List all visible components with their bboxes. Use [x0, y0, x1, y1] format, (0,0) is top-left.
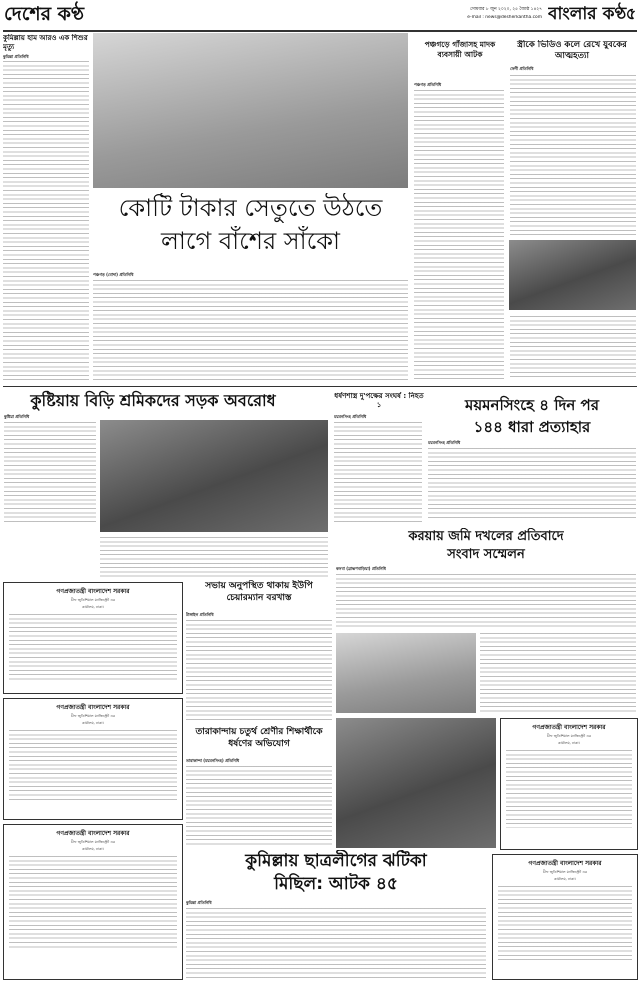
- headline-up-chairman: সভায় অনুপস্থিত থাকায় ইউপি চেয়ারম্যান বরখাস্ত: [205, 581, 313, 603]
- body-husband-suicide: [510, 75, 636, 235]
- byline-husband-suicide: ফেনী প্রতিনিধি: [510, 66, 534, 71]
- notice-1-body: [9, 614, 177, 680]
- body-kushtia-child: [3, 61, 89, 383]
- bidi-protest-photo: [100, 420, 328, 532]
- byline-teacher-rape: তারাকান্দা (ময়মনসিংহ) প্রতিনিধি: [186, 758, 240, 763]
- notice-1-subtitle: চীফ জুডিশিয়াল ম্যাজিস্ট্রেট এর: [70, 598, 116, 602]
- body-teacher-rape: [186, 766, 332, 846]
- byline-bidi-workers: কুষ্টিয়া প্রতিনিধি: [4, 414, 30, 419]
- body-bidi-workers-2: [100, 537, 328, 577]
- page-number: ৫: [625, 4, 637, 23]
- notice-3-title: গণপ্রজাতন্ত্রী বাংলাদেশ সরকার: [56, 830, 130, 837]
- masthead-date: সোমবার ৮ জুন ২০২০, ২৫ জ্যৈষ্ঠ ১৪২৭: [469, 7, 542, 12]
- headline-kushtia-child: কুমিল্লায় হাম আরও এক শিশুর মৃত্যু: [3, 34, 88, 51]
- body-up-chairman: [186, 620, 332, 720]
- byline-kushtia-child: কুমিল্লা প্রতিনিধি: [3, 54, 29, 59]
- notice-5-office: কার্যালয়, ঢাকা।: [554, 877, 576, 881]
- body-land-protest-2: [480, 633, 636, 713]
- body-bamboo-bridge: [93, 280, 408, 380]
- notice-4-title: গণপ্রজাতন্ত্রী বাংলাদেশ সরকার: [532, 724, 606, 731]
- body-land-protest: [336, 574, 636, 628]
- masthead: [0, 0, 640, 30]
- husband-photo: [509, 240, 636, 310]
- notice-3-body: [9, 856, 177, 948]
- rule-mid: [3, 386, 637, 387]
- notice-5: [492, 854, 638, 980]
- notice-4-body: [506, 750, 632, 828]
- notice-1-office: কার্যালয়, ঢাকা।: [82, 605, 104, 609]
- notice-2-subtitle: চীফ জুডিশিয়াল ম্যাজিস্ট্রেট এর: [70, 714, 116, 718]
- byline-bamboo-bridge: পঞ্চগড় (বোদা) প্রতিনিধি: [93, 272, 134, 277]
- headline-rape-clash: ধর্ষণশাস্ত্র দু'পক্ষের সংঘর্ষ : নিহত ১: [334, 392, 424, 409]
- headline-section144-1: ময়মনসিংহে ৪ দিন পর: [465, 396, 599, 414]
- masthead-rule: [3, 30, 637, 32]
- notice-2-body: [9, 730, 177, 802]
- notice-5-body: [498, 886, 632, 960]
- notice-3-office: কার্যালয়, ঢাকা।: [82, 847, 104, 851]
- masthead-email: e-mail : news@desherkantha.com: [467, 15, 542, 20]
- headline-land-protest-2: সংবাদ সম্মেলন: [447, 547, 525, 562]
- headline-chhatra-league-2: মিছিল: আটক ৪৫: [274, 874, 398, 894]
- body-ganja: [414, 90, 504, 380]
- notice-5-subtitle: চীফ জুডিশিয়াল ম্যাজিস্ট্রেট এর: [542, 870, 588, 874]
- headline-section144-2: ১৪৪ ধারা প্রত্যাহার: [473, 418, 591, 436]
- byline-ganja: পঞ্চগড় প্রতিনিধি: [414, 82, 442, 87]
- headline-land-protest-1: করয়ায় জমি দখলের প্রতিবাদে: [408, 529, 564, 544]
- byline-section144: ময়মনসিংহ প্রতিনিধি: [428, 440, 461, 445]
- headline-ganja: পঞ্চগড়ে গাঁজাসহ মাদক ব্যবসায়ী আটক: [424, 40, 496, 59]
- notice-2: [3, 698, 183, 820]
- body-section144: [428, 448, 636, 520]
- notice-4: [500, 718, 638, 850]
- notice-5-title: গণপ্রজাতন্ত্রী বাংলাদেশ সরকার: [528, 860, 602, 867]
- notice-2-title: গণপ্রজাতন্ত্রী বাংলাদেশ সরকার: [56, 704, 130, 711]
- notice-3: [3, 824, 183, 980]
- byline-up-chairman: টাঙ্গাইল প্রতিনিধি: [186, 612, 214, 617]
- notice-1: [3, 582, 183, 694]
- headline-husband-suicide: স্ত্রীকে ভিডিও কলে রেখে যুবকের আত্মহত্যা: [517, 40, 627, 61]
- byline-land-protest: কসবা (ব্রাহ্মণবাড়িয়া) প্রতিনিধি: [336, 566, 386, 571]
- body-rape-clash: [334, 422, 422, 522]
- procession-photo: [336, 718, 496, 848]
- masthead-left-title: দেশের কণ্ঠ: [4, 3, 85, 25]
- notice-1-title: গণপ্রজাতন্ত্রী বাংলাদেশ সরকার: [56, 588, 130, 595]
- headline-bidi-workers: কুষ্টিয়ায় বিড়ি শ্রমিকদের সড়ক অবরোধ: [30, 391, 276, 410]
- body-husband-suicide-2: [510, 316, 636, 380]
- notice-4-office: কার্যালয়, ঢাকা।: [558, 741, 580, 745]
- body-bidi-workers: [4, 422, 96, 522]
- headline-teacher-rape: তারাকান্দায় চতুর্থ শ্রেণীর শিক্ষার্থীকে ধর্ষণের অভিযোগ: [195, 727, 323, 749]
- press-conference-photo: [336, 633, 476, 713]
- headline-bamboo-bridge-2: লাগে বাঁশের সাঁকো: [160, 227, 341, 255]
- bridge-photo: [93, 33, 408, 188]
- body-chhatra-league: [186, 908, 486, 978]
- byline-rape-clash: ময়মনসিংহ প্রতিনিধি: [334, 414, 367, 419]
- masthead-right-title: বাংলার কণ্ঠ: [548, 4, 627, 24]
- notice-2-office: কার্যালয়, ঢাকা।: [82, 721, 104, 725]
- headline-bamboo-bridge-1: কোটি টাকার সেতুতে উঠতে: [118, 194, 383, 222]
- notice-3-subtitle: চীফ জুডিশিয়াল ম্যাজিস্ট্রেট এর: [70, 840, 116, 844]
- headline-chhatra-league-1: কুমিল্লায় ছাত্রলীগের ঝটিকা: [245, 851, 427, 871]
- notice-4-subtitle: চীফ জুডিশিয়াল ম্যাজিস্ট্রেট এর: [546, 734, 592, 738]
- byline-chhatra-league: কুমিল্লা প্রতিনিধি: [186, 900, 212, 905]
